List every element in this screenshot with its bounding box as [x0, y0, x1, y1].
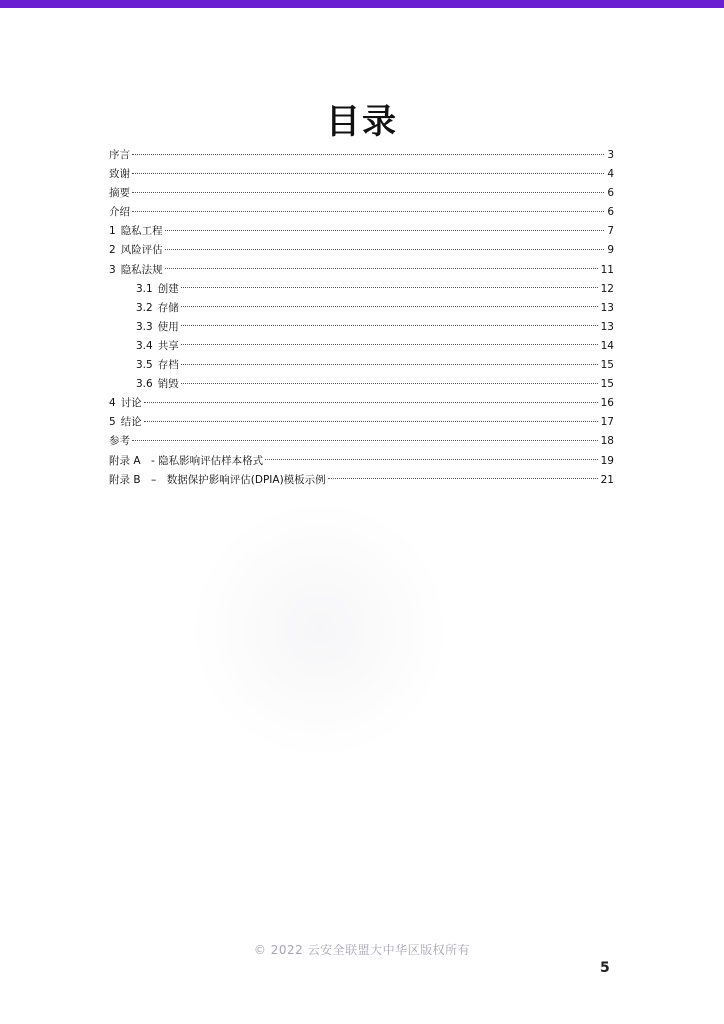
toc-entry[interactable]	[109, 184, 614, 203]
toc-entry-number: 3.4	[136, 339, 153, 352]
toc-entry-label: 创建	[157, 282, 179, 295]
toc-entry-label: 存储	[157, 301, 179, 314]
toc-entry-page: 3	[607, 149, 614, 161]
page-number: 5	[600, 960, 610, 976]
toc-entry-number: 4	[109, 397, 116, 410]
toc-entry-label: 销毁	[157, 378, 179, 391]
toc-dot-leader	[328, 477, 598, 479]
toc-entry[interactable]	[109, 146, 614, 165]
toc-dot-leader	[132, 210, 604, 212]
toc-entry-page: 18	[600, 435, 614, 448]
toc-dot-leader	[181, 305, 598, 307]
toc-entry-number: 3.3	[136, 320, 153, 333]
toc-entry[interactable]	[109, 394, 614, 413]
toc-entry-number: 3.6	[136, 378, 153, 391]
toc-entry[interactable]	[109, 165, 614, 184]
watermark-logo	[190, 500, 450, 760]
toc-dot-leader	[132, 439, 598, 441]
toc-entry[interactable]	[109, 375, 614, 394]
toc-entry-label: 参考	[109, 435, 130, 448]
toc-entry-page: 13	[600, 301, 614, 314]
toc-dot-leader	[165, 229, 605, 231]
toc-entry-page: 13	[600, 320, 614, 333]
toc-entry[interactable]	[109, 299, 614, 318]
toc-dot-leader	[181, 343, 598, 345]
toc-entry-page: 19	[600, 454, 614, 467]
toc-entry-label: 附录 A - 隐私影响评估样本格式	[109, 454, 264, 467]
toc-entry[interactable]	[109, 261, 614, 280]
toc-entry-label: 介绍	[109, 206, 130, 219]
toc-dot-leader	[181, 286, 598, 288]
toc-entry[interactable]	[109, 318, 614, 337]
toc-entry-label: 共享	[157, 339, 179, 352]
toc-entry-page: 17	[600, 416, 614, 429]
toc-entry[interactable]	[109, 203, 614, 222]
toc-entry-page: 6	[607, 206, 614, 219]
toc-dot-leader	[144, 420, 598, 422]
toc-entry[interactable]	[109, 356, 614, 375]
toc-entry-label: 结论	[120, 416, 142, 429]
toc-dot-leader	[144, 401, 598, 403]
toc-entry-label: 附录 B – 数据保护影响评估(DPIA)模板示例	[109, 473, 326, 486]
toc-dot-leader	[181, 363, 598, 365]
toc-entry-page: 12	[600, 282, 614, 295]
toc-entry-number: 3.2	[136, 301, 153, 314]
toc-entry-number: 2	[109, 244, 116, 257]
toc-dot-leader	[132, 191, 604, 193]
toc-entry-label: 使用	[157, 320, 179, 333]
toc-entry-number: 3.5	[136, 359, 153, 372]
toc-entry-label: 隐私工程	[120, 225, 163, 238]
toc-dot-leader	[181, 324, 598, 326]
toc-entry[interactable]	[109, 222, 614, 241]
toc-dot-leader	[181, 382, 598, 384]
footer-copyright: © 2022 云安全联盟大中华区版权所有	[253, 943, 471, 957]
toc-entry-number: 3.1	[136, 282, 153, 295]
toc-dot-leader	[132, 172, 604, 174]
table-of-contents	[109, 146, 614, 490]
toc-entry-page: 16	[600, 397, 614, 410]
toc-entry-number: 1	[109, 225, 116, 238]
toc-entry-page: 15	[600, 359, 614, 372]
toc-entry-label: 隐私法规	[120, 263, 163, 276]
toc-dot-leader	[132, 153, 604, 155]
toc-entry-label: 存档	[157, 359, 179, 372]
page-title: 目录	[326, 102, 398, 142]
toc-entry-label: 摘要	[109, 187, 130, 200]
toc-entry[interactable]	[109, 471, 614, 490]
toc-entry-label: 序言	[109, 149, 130, 161]
toc-entry[interactable]	[109, 241, 614, 260]
toc-entry[interactable]	[109, 452, 614, 471]
toc-entry-label: 风险评估	[120, 244, 163, 257]
toc-entry-page: 7	[607, 225, 614, 238]
toc-entry-page: 9	[607, 244, 614, 257]
toc-entry-page: 14	[600, 339, 614, 352]
toc-entry-page: 21	[600, 473, 614, 486]
toc-entry[interactable]	[109, 280, 614, 299]
toc-entry-number: 3	[109, 263, 116, 276]
toc-entry-page: 4	[607, 168, 614, 181]
toc-entry-label: 致谢	[109, 168, 130, 181]
toc-entry-page: 6	[607, 187, 614, 200]
top-accent-bar	[0, 0, 724, 8]
toc-dot-leader	[265, 458, 597, 460]
toc-entry[interactable]	[109, 337, 614, 356]
toc-dot-leader	[165, 248, 605, 250]
toc-dot-leader	[165, 267, 598, 269]
toc-entry[interactable]	[109, 413, 614, 432]
toc-entry[interactable]	[109, 432, 614, 451]
toc-entry-page: 15	[600, 378, 614, 391]
toc-entry-number: 5	[109, 416, 116, 429]
toc-entry-label: 讨论	[120, 397, 142, 410]
toc-entry-page: 11	[600, 263, 614, 276]
